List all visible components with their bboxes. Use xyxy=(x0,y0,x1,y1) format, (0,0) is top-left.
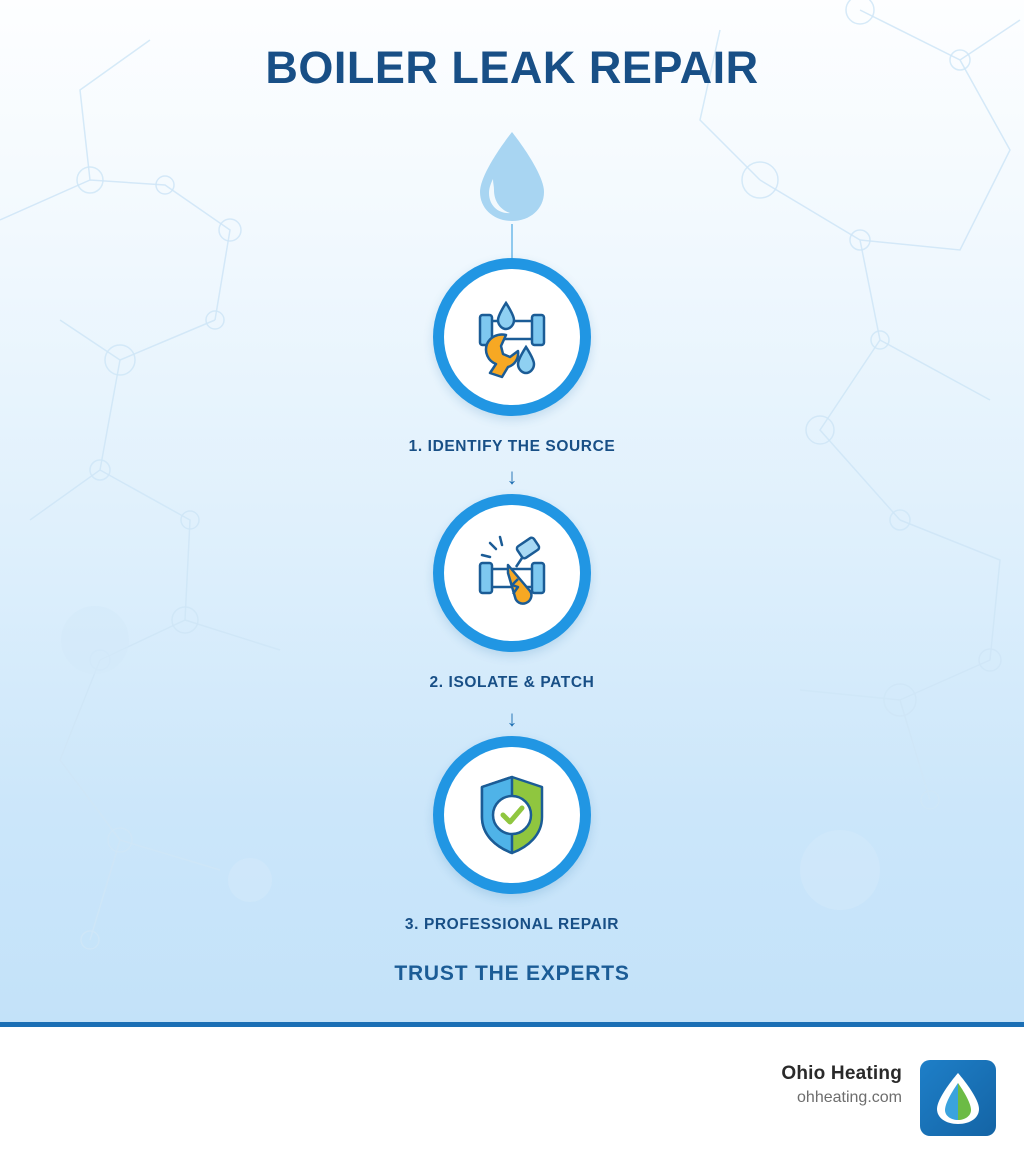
brand-block xyxy=(781,1063,902,1107)
step-2-badge xyxy=(433,494,591,652)
shield-check-icon xyxy=(444,747,580,883)
step-arrow-2: ↓ xyxy=(506,706,518,731)
footer-bar xyxy=(0,1022,1024,1154)
step-3-label: 3. PROFESSIONAL REPAIR xyxy=(404,916,620,933)
brand-url[interactable]: ohheating.com xyxy=(797,1089,902,1106)
step-arrow-1: ↓ xyxy=(506,464,518,489)
brand-name: Ohio Heating xyxy=(781,1063,902,1084)
step-2-label: 2. ISOLATE & PATCH xyxy=(429,674,595,691)
step-3-badge xyxy=(433,736,591,894)
step-1-label: 1. IDENTIFY THE SOURCE xyxy=(408,438,616,455)
trust-tagline: TRUST THE EXPERTS xyxy=(394,962,630,985)
leaf-droplet-logo-icon[interactable] xyxy=(920,1060,996,1136)
step-1 xyxy=(0,258,1024,456)
step-2 xyxy=(0,494,1024,692)
valve-patch-icon xyxy=(444,505,580,641)
water-droplet-icon xyxy=(472,128,552,224)
page-title: BOILER LEAK REPAIR xyxy=(265,42,759,93)
step-3 xyxy=(0,736,1024,934)
leaking-pipe-wrench-icon xyxy=(444,269,580,405)
step-1-badge xyxy=(433,258,591,416)
